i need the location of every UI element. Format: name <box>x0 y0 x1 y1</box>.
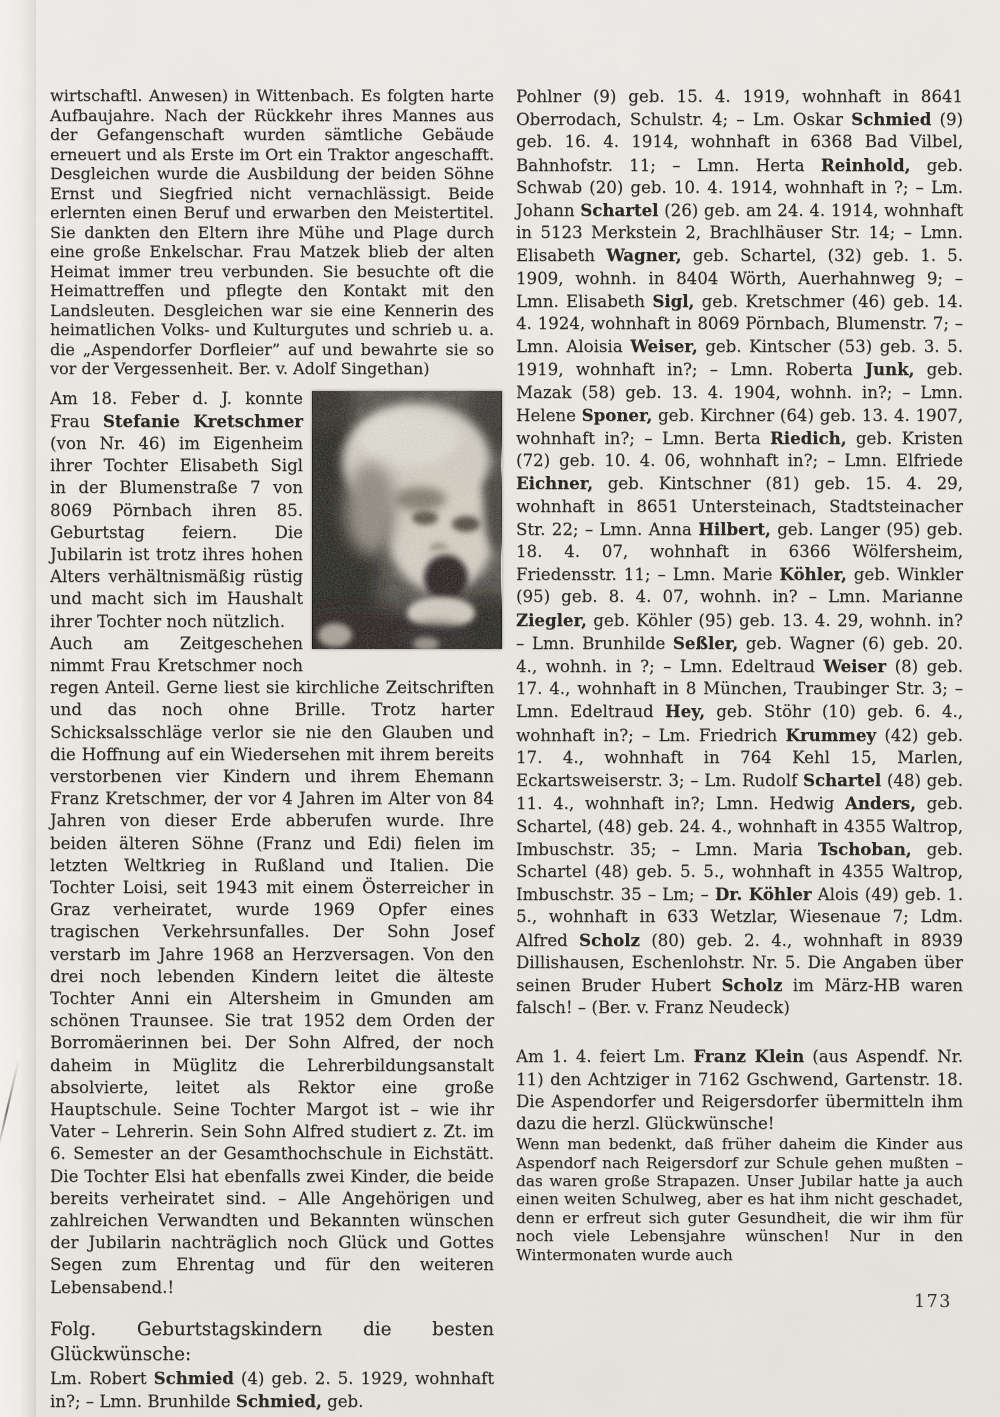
bold-text-segment: Wagner, <box>606 245 682 266</box>
bold-text-segment: Eichner, <box>516 473 594 494</box>
bold-text-segment: Dr. Köhler <box>714 884 812 905</box>
text-segment: (42) geb. 17. 4., wohnhaft in 764 Kehl 15, Marlen, Eckartsweiserstr. 3; – Lm. Rudolf <box>516 725 963 791</box>
bold-text-segment: Anders, <box>844 793 916 814</box>
paragraph-matzek-continuation <box>50 86 494 379</box>
bold-text-segment: Schartel <box>802 770 882 791</box>
text-segment: (9) geb. 16. 4. 1914, wohnhaft in 6368 Bad Vilbel, Bahnhofstr. 11; – Lmn. Herta <box>516 110 963 175</box>
bold-text-segment: Hilbert, <box>698 518 771 539</box>
bold-text-segment: Reinhold, <box>820 154 911 175</box>
right-column <box>516 86 963 1264</box>
bold-text-segment: Weiser <box>823 656 887 677</box>
text-segment: (26) geb. am 24. 4. 1914, wohnhaft in 5123 Merkstein 2, Brachlhäuser Str. 14; – Lmn. Elisabeth <box>516 201 964 266</box>
portrait-photo <box>312 391 502 649</box>
bold-text-segment: Schmied <box>153 1367 234 1388</box>
text-segment: geb. Kristen (72) geb. 10. 4. 06, wohnhaft in?; – Lmn. Elfriede <box>516 429 963 471</box>
text-segment: Wenn man bedenkt, daß früher daheim die Kinder aus Aspendorf nach Reigersdorf zur Schule gehen mußten – das waren große Strapazen. Unser Jubilar hatte ja auch einen weiten Schulweg, aber es hat ihm nicht geschadet, denn er erfreut sich guter Gesundheit, die wir ihm für noch viele Lebensjahre wünschen! Nur in den Wintermonaten wurde auch <box>516 1135 963 1264</box>
bold-text-segment: Junk, <box>865 359 915 380</box>
text-segment: (8) geb. 17. 4., wohnhaft in 8 München, Traubinger Str. 3; – Lmn. Edeltraud <box>516 657 963 722</box>
bold-text-segment: Tschoban, <box>817 838 912 859</box>
bold-text-segment: Köhler, <box>779 564 847 585</box>
bold-text-segment: Sigl, <box>652 290 695 311</box>
text-segment: (48) geb. 11. 4., wohnhaft in?; Lmn. Hedwig <box>516 771 964 814</box>
text-segment: geb. Mazak (58) geb. 13. 4. 1904, wohnh. in?; – Lmn. Helene <box>516 360 963 425</box>
bold-text-segment: Schartel <box>580 200 659 221</box>
text-segment: geb. Kirchner (64) geb. 13. 4. 1907, wohnhaft in?; – Lmn. Berta <box>516 405 963 449</box>
bold-text-segment: Scholz <box>579 929 640 950</box>
text-segment: Auch am Zeitgeschehen nimmt Frau Kretschmer noch regen Anteil. Gerne liest sie kirchliche Zeitschriften und das noch ohne Brille. Trotz harter Schicksalsschläge verlor sie nie den Glauben und die Hoffnung auf ein Wiedersehen mit ihrem bereits verstorbenen vier Kindern und ihrem Ehemann Franz Kretschmer, der vor 4 Jahren im Alter von 84 Jahren von dieser Erde abberufen wurde. Ihre beiden älteren Söhne (Franz und Edi) fielen im letzten Weltkrieg in Rußland und Italien. Die Tochter Loisi, seit 1943 mit einem Österreicher in Graz verheiratet, wurde 1969 Opfer eines tragischen Verkehrsunfalles. Der Sohn Josef verstarb im Jahre 1968 an Herzversagen. Von den drei noch lebenden Kindern leitet die älteste Tochter Anni ein Altersheim in Gmunden am schönen Traunsee. Sie trat 1952 dem Orden der Borromäerinnen bei. Der Sohn Alfred, der noch daheim in Müglitz die Lehrerbildungsanstalt absolvierte, leitet als Rektor eine große Hauptschule. Seine Tochter Margot ist – wie ihr Vater – Lehrerin. Sein Sohn Alfred studiert z. Zt. im 6. Semester an der Gesamthochschule in Eichstätt. Die Tochter Elsi hat ebenfalls zwei Kinder, die beide bereits verheiratet sind. – Alle Angehörigen und zahlreichen Verwandten und Bekannten wünschen der Jubilarin nachträglich noch Glück und Gottes Segen zum Ehrentag und für den weiteren Lebensabend.! <box>50 633 494 1297</box>
text-segment: Alois (49) geb. 1. 5., wohnhaft in 633 Wetzlar, Wiesenaue 7; Ldm. Alfred <box>516 885 963 950</box>
text-segment: geb. Langer (95) geb. 18. 4. 07, wohnhaft in 6366 Wölfersheim, Friedensstr. 11; – Lmn. Marie <box>516 519 963 585</box>
portrait-photo-image <box>312 391 502 649</box>
text-segment: (aus Aspendf. Nr. 11) den Achtziger in 7162 Gschwend, Gartenstr. 18. Die Aspendorfer und Reigersdorfer übermitteln ihm dazu die herzl. Glückwünsche! <box>516 1047 964 1133</box>
text-segment: geb. <box>321 1392 364 1412</box>
text-segment: geb. Schartel, (32) geb. 1. 5. 1909, wohnh. in 8404 Wörth, Auerhahnweg 9; – Lmn. Elisabeth <box>516 246 963 311</box>
bold-text-segment: Ziegler, <box>516 609 587 630</box>
bold-text-segment: Krummey <box>785 724 877 745</box>
paragraph-birthday-list-continued <box>516 86 963 1019</box>
paragraph-franz-klein-schoolway <box>516 1135 963 1264</box>
birthday-list-heading <box>50 1317 494 1367</box>
text-segment: Folg. Geburtstagskindern die besten Glückwünsche: <box>50 1318 494 1365</box>
text-segment: Am 1. 4. feiert Lm. <box>516 1047 694 1067</box>
text-segment: geb. Kintscher (53) geb. 3. 5. 1919, wohnhaft in?; – Lmn. Roberta <box>516 337 963 380</box>
bold-text-segment: Seßler, <box>672 632 739 653</box>
text-segment: geb. Stöhr (10) geb. 6. 4., wohnhaft in?; – Lm. Friedrich <box>516 702 963 745</box>
page-number: 173 <box>914 1292 952 1312</box>
bold-text-segment: Hey, <box>664 701 706 722</box>
text-segment: geb. Winkler (95) geb. 8. 4. 07, wohnh. in? – Lmn. Marianne <box>516 565 963 607</box>
text-segment: (4) geb. 2. 5. 1929, wohnhaft in?; – Lmn. Brunhilde <box>50 1368 494 1412</box>
bold-text-segment: Scholz <box>721 974 783 995</box>
text-segment: Lm. Robert <box>50 1368 154 1388</box>
bold-text-segment: Stefanie Kretschmer <box>102 410 303 431</box>
text-segment: (80) geb. 2. 4., wohnhaft in 8939 Dillishausen, Eschenlohstr. Nr. 5. Die Angaben über seinen Bruder Hubert <box>516 930 963 995</box>
text-segment: wirtschaftl. Anwesen) in Wittenbach. Es folgten harte Aufbaujahre. Nach der Rückkehr ihres Mannes aus der Gefangenschaft wurden sämtliche Gebäude erneuert und als Erste im Ort ein Traktor angeschafft. Desgleichen wurde die Ausbildung der beiden Söhne Ernst und Siegfried nicht vernachlässigt. Beide erlernten einen Beruf und erwarben den Meistertitel. Sie dankten den Eltern ihre Mühe und Plage durch eine große Enkelschar. Frau Matzek blieb der alten Heimat immer treu verbunden. Sie besuchte oft die Heimattreffen und pflegte den Kontakt mit den Landsleuten. Desgleichen war sie eine Kennerin des heimatlichen Volks- und Kulturgutes und schrieb u. a. die „Aspendorfer Dorfleier” auf und bewahrte sie so vor der Vergessenheit. Ber. v. Adolf Singethan) <box>50 86 494 378</box>
text-segment: im März-HB waren falsch! – (Ber. v. Franz Neudeck) <box>516 975 963 1018</box>
text-segment: (von Nr. 46) im Eigenheim ihrer Tochter Elisabeth Sigl in der Blumenstraße 7 von 8069 Pörnbach ihren 85. Geburtstag feiern. Die Jubilarin ist trotz ihres hohen Alters verhältnismäßig rüstig und macht sich im Haushalt ihrer Tochter noch nützlich. <box>50 433 303 631</box>
text-segment: Pohlner (9) geb. 15. 4. 1919, wohnhaft in 8641 Oberrodach, Schulstr. 4; – Lm. Oskar <box>516 87 963 130</box>
text-segment: geb. Kintschner (81) geb. 15. 4. 29, wohnhaft in 8651 Untersteinach, Stadtsteinacher Str. 22; – Lmn. Anna <box>516 474 963 539</box>
bold-text-segment: Sponer, <box>581 404 653 425</box>
bold-text-segment: Riedich, <box>770 428 847 449</box>
paragraph-birthday-list-start <box>50 1367 494 1413</box>
paragraph-kretschmer-text <box>50 389 303 631</box>
text-segment: Am 18. Feber d. J. konnte Frau <box>50 388 303 431</box>
left-column <box>50 86 494 1413</box>
text-segment: geb. Schartel, (48) geb. 24. 4., wohnhaft in 4355 Waltrop, Imbuschstr. 35; – Lmn. Maria <box>516 794 963 859</box>
paragraph-kretschmer-birthday <box>50 388 494 633</box>
bold-text-segment: Schmied, <box>235 1391 322 1412</box>
text-segment: geb. Köhler (95) geb. 13. 4. 29, wohnh. in? – Lmn. Brunhilde <box>516 610 963 653</box>
page-scan-edge <box>0 0 36 1417</box>
text-segment: geb. Kretschmer (46) geb. 14. 4. 1924, wohnhaft in 8069 Pörnbach, Blumenstr. 7; – Lmn. Aloisia <box>516 291 963 357</box>
paragraph-kretschmer-family <box>50 633 494 1299</box>
text-segment: geb. Wagner (6) geb. 20. 4., wohnh. in ?; – Lmn. Edeltraud <box>516 633 963 677</box>
bold-text-segment: Weiser, <box>630 336 698 357</box>
text-segment: geb. Schartel (48) geb. 5. 5., wohnhaft in 4355 Waltrop, Imbuschstr. 35 – Lm; – <box>516 839 963 905</box>
text-segment: geb. Schwab (20) geb. 10. 4. 1914, wohnhaft in ?; – Lm. Johann <box>516 155 963 221</box>
bold-text-segment: Schmied <box>851 109 932 130</box>
paragraph-franz-klein <box>516 1045 963 1135</box>
bold-text-segment: Franz Klein <box>693 1046 805 1067</box>
